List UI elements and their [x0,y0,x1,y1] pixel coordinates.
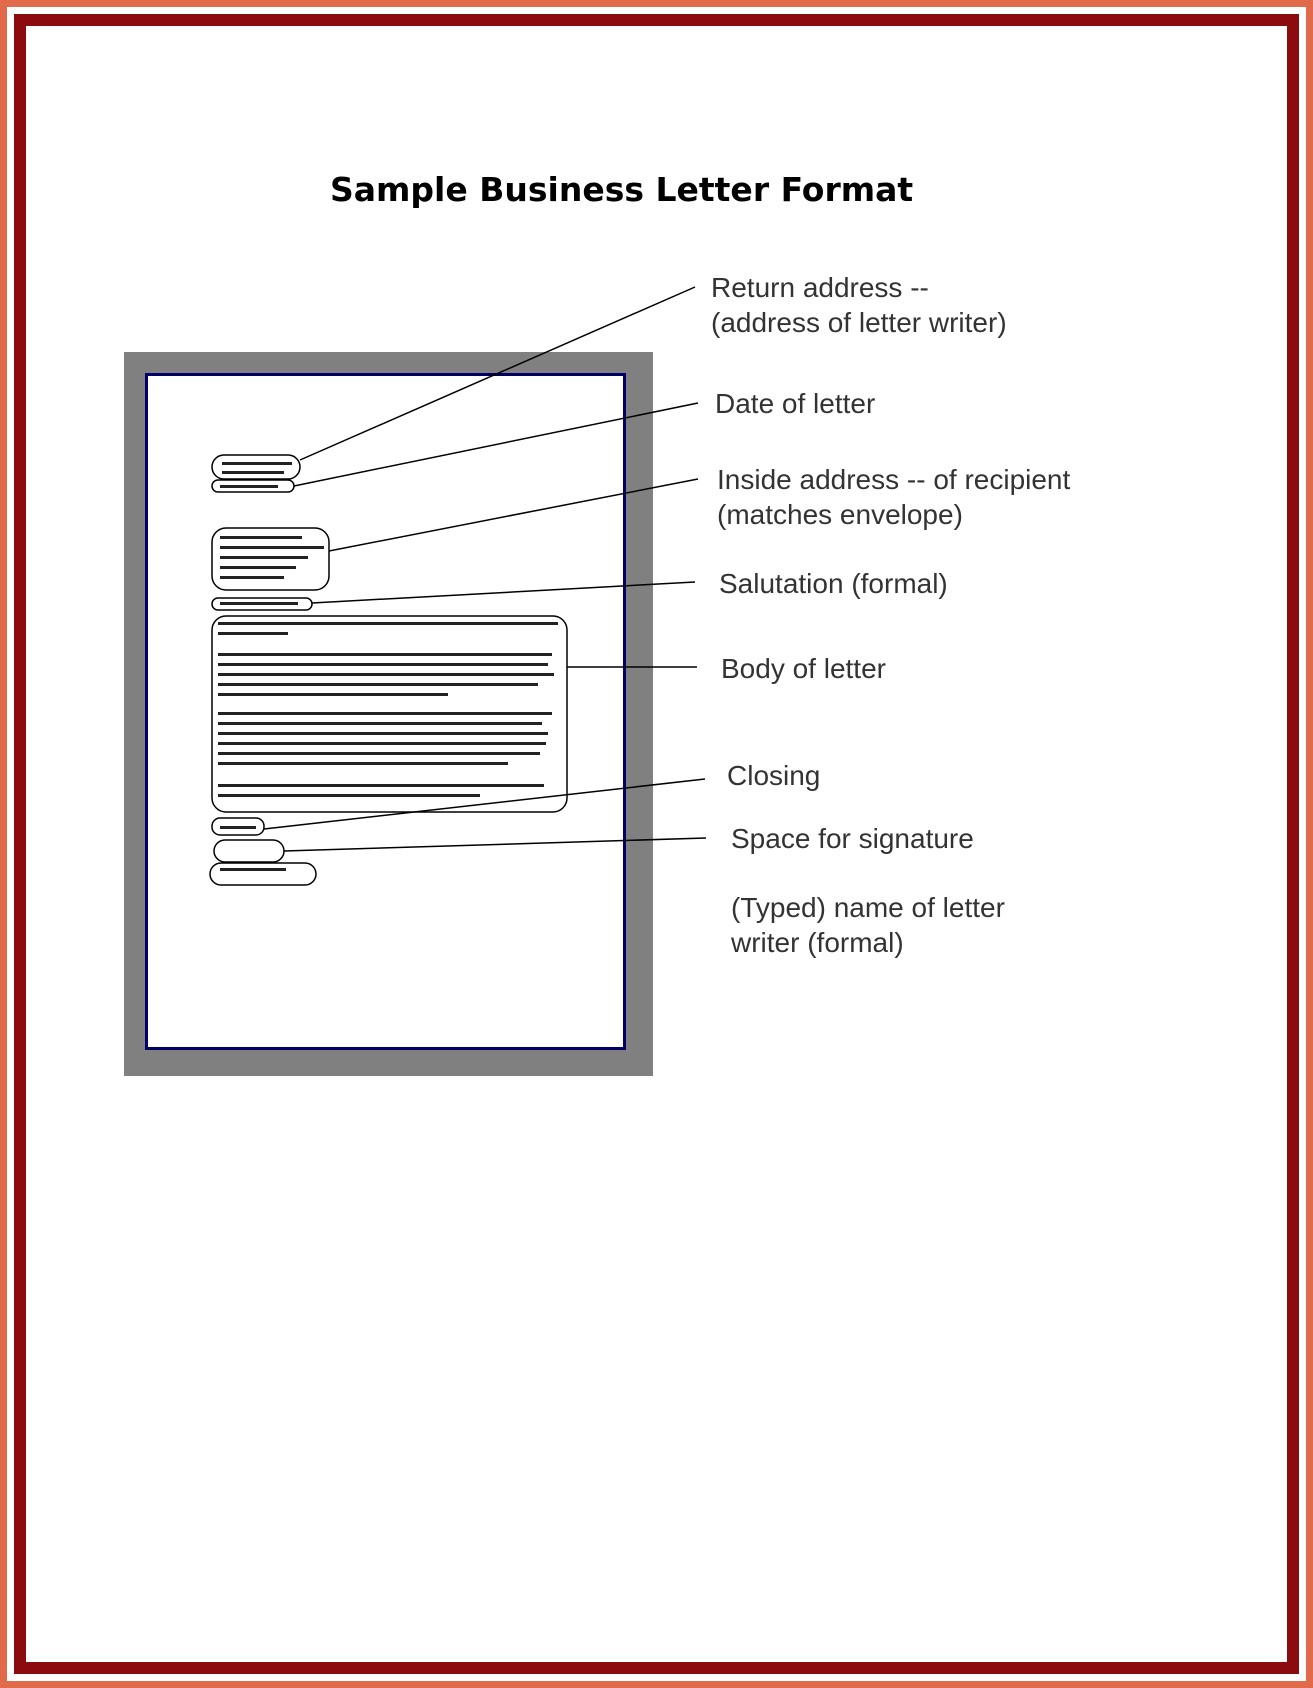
label-date: Date of letter [715,388,876,419]
return-address-leader [300,287,695,460]
label-signature: Space for signature [731,823,974,854]
letter-miniature-text [218,462,558,871]
typed-name-box [210,863,316,885]
date-leader [294,403,698,486]
return-address-box [212,455,300,479]
salutation-leader [312,582,695,603]
label-salutation: Salutation (formal) [719,568,948,599]
signature-leader [284,838,706,851]
page-title: Sample Business Letter Format [330,170,914,209]
label-return-address: Return address -- (address of letter writer) [711,272,1007,338]
label-inside-address: Inside address -- of recipient (matches envelope) [717,464,1071,530]
inside-address-leader [329,479,698,551]
label-closing: Closing [727,760,821,791]
label-typed-name: (Typed) name of letter writer (formal) [731,892,1005,958]
signature-box [214,840,284,862]
label-body: Body of letter [721,653,886,684]
